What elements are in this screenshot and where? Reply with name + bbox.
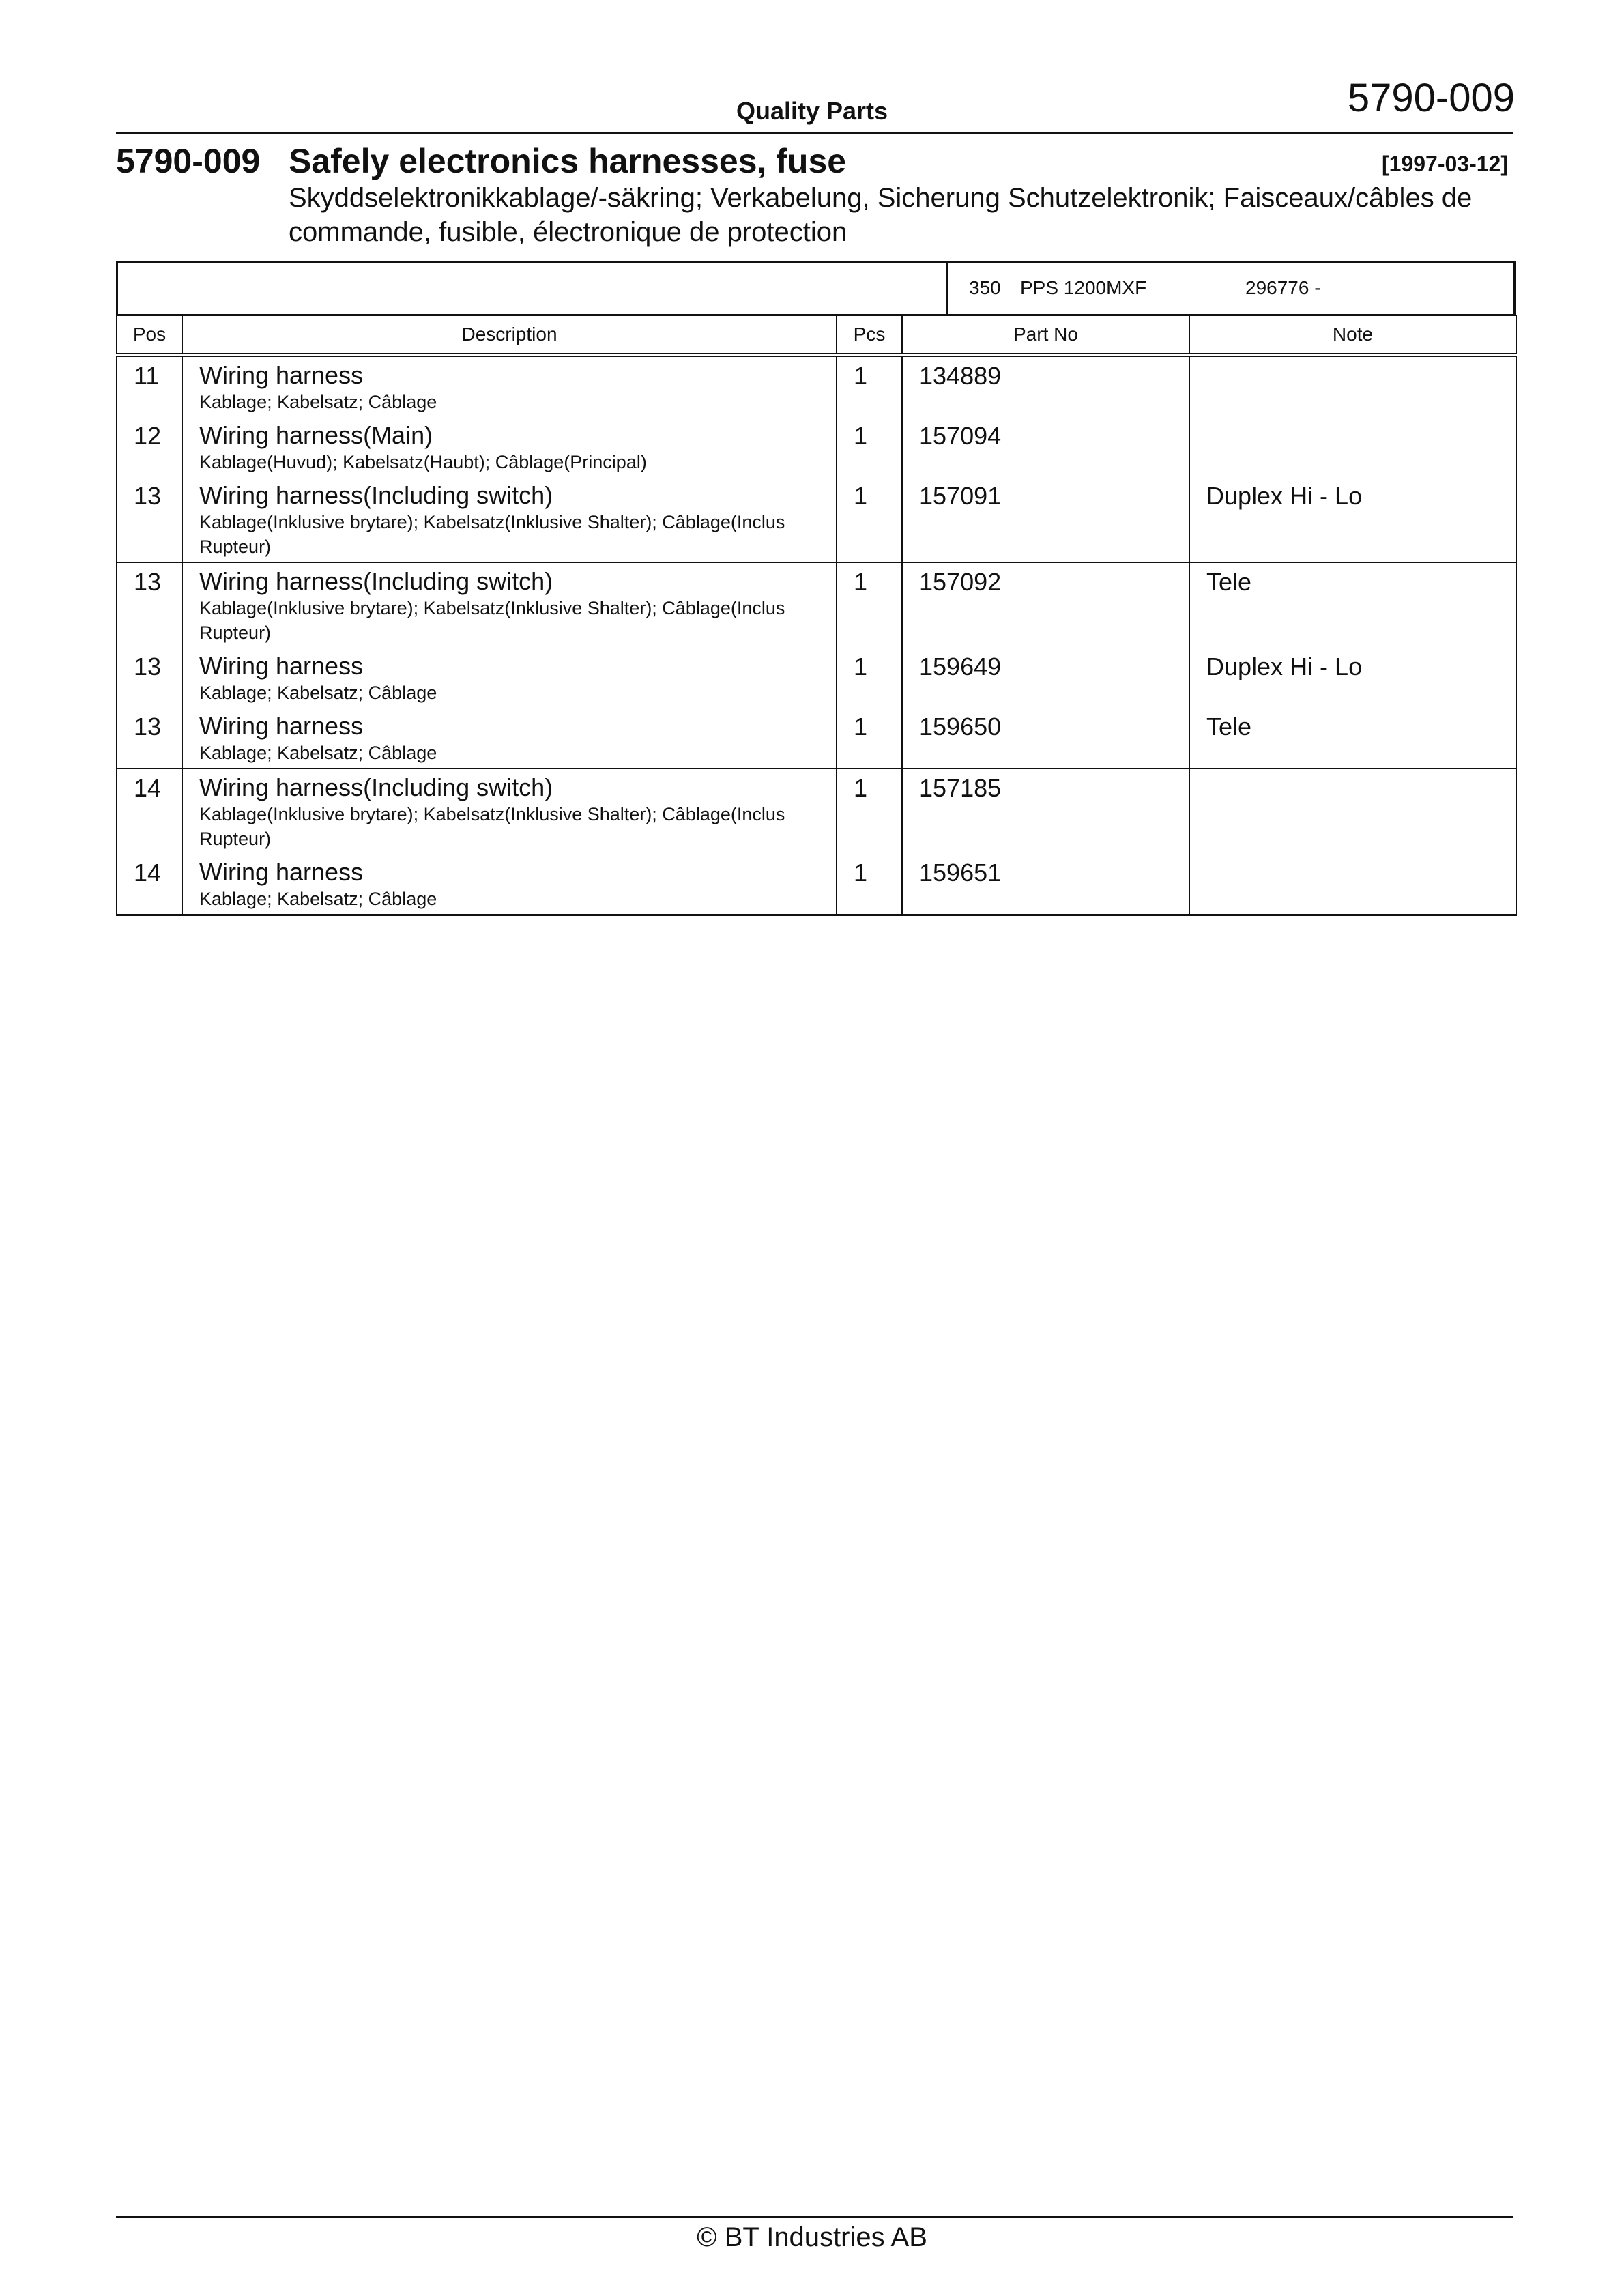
row-description <box>182 477 837 562</box>
document-number: 5790-009 <box>1347 76 1515 120</box>
row-part-no: 134889 <box>902 355 1189 417</box>
footer-divider <box>116 2216 1513 2218</box>
row-description <box>182 854 837 915</box>
row-note: Tele <box>1189 708 1516 769</box>
row-pos: 11 <box>117 355 182 417</box>
row-description-main: Wiring harness(Main) <box>199 421 433 449</box>
row-note: Duplex Hi - Lo <box>1189 648 1516 708</box>
table-row <box>117 355 1516 417</box>
row-pcs: 1 <box>837 355 902 417</box>
row-pcs: 1 <box>837 769 902 854</box>
section-number: 5790-009 <box>116 142 261 180</box>
table-row <box>117 417 1516 477</box>
table-row <box>117 854 1516 915</box>
row-part-no: 157094 <box>902 417 1189 477</box>
row-description-translation: Kablage; Kabelsatz; Câblage <box>199 889 437 909</box>
row-description <box>182 648 837 708</box>
row-note: Duplex Hi - Lo <box>1189 477 1516 562</box>
row-note: Tele <box>1189 562 1516 648</box>
column-header-pos: Pos <box>117 315 182 355</box>
model-box-divider <box>946 263 948 314</box>
section-date: [1997-03-12] <box>1382 152 1508 176</box>
section-subtitle: Skyddselektronikkablage/-säkring; Verkabelung, Sicherung Schutzelektronik; Faisceaux/câbles de commande, fusible, électronique de protection <box>289 183 1473 247</box>
row-note <box>1189 355 1516 417</box>
row-pcs: 1 <box>837 417 902 477</box>
section-title: Safely electronics harnesses, fuse <box>289 142 847 180</box>
serial-range: 296776 - <box>1245 277 1321 298</box>
row-description-translation: Kablage; Kabelsatz; Câblage <box>199 392 437 412</box>
row-note <box>1189 769 1516 854</box>
row-description <box>182 769 837 854</box>
row-description-main: Wiring harness(Including switch) <box>199 567 553 595</box>
column-header-pcs: Pcs <box>837 315 902 355</box>
row-part-no: 159651 <box>902 854 1189 915</box>
row-description <box>182 562 837 648</box>
table-row <box>117 769 1516 854</box>
table-row <box>117 562 1516 648</box>
row-pos: 13 <box>117 477 182 562</box>
row-description-main: Wiring harness <box>199 361 364 389</box>
row-description-translation: Kablage(Huvud); Kabelsatz(Haubt); Câblage(Principal) <box>199 452 647 472</box>
row-description-translation: Kablage; Kabelsatz; Câblage <box>199 683 437 703</box>
row-part-no: 157091 <box>902 477 1189 562</box>
row-pos: 13 <box>117 648 182 708</box>
model-name: PPS 1200MXF <box>1020 277 1147 298</box>
row-pcs: 1 <box>837 477 902 562</box>
row-description-translation: Kablage(Inklusive brytare); Kabelsatz(Inklusive Shalter); Câblage(Inclus Rupteur) <box>199 598 785 643</box>
row-pos: 13 <box>117 708 182 769</box>
row-pos: 12 <box>117 417 182 477</box>
row-description <box>182 417 837 477</box>
header-divider <box>116 132 1513 134</box>
row-description-main: Wiring harness <box>199 858 364 886</box>
table-row <box>117 708 1516 769</box>
row-description-main: Wiring harness <box>199 652 364 680</box>
column-header-note: Note <box>1189 315 1516 355</box>
row-description <box>182 355 837 417</box>
row-description-main: Wiring harness <box>199 712 364 740</box>
row-pcs: 1 <box>837 648 902 708</box>
table-row <box>117 477 1516 562</box>
row-pos: 13 <box>117 562 182 648</box>
copyright-text: © BT Industries AB <box>697 2222 927 2252</box>
model-code: 350 <box>969 277 1001 298</box>
row-description-translation: Kablage(Inklusive brytare); Kabelsatz(Inklusive Shalter); Câblage(Inclus Rupteur) <box>199 804 785 849</box>
row-part-no: 159649 <box>902 648 1189 708</box>
row-pcs: 1 <box>837 562 902 648</box>
row-note <box>1189 417 1516 477</box>
row-part-no: 157092 <box>902 562 1189 648</box>
row-pcs: 1 <box>837 854 902 915</box>
row-pos: 14 <box>117 854 182 915</box>
row-description <box>182 708 837 769</box>
row-pcs: 1 <box>837 708 902 769</box>
column-header-part-no: Part No <box>902 315 1189 355</box>
parts-table <box>116 315 1517 916</box>
row-description-translation: Kablage; Kabelsatz; Câblage <box>199 743 437 763</box>
column-header-description: Description <box>182 315 837 355</box>
table-row <box>117 648 1516 708</box>
row-part-no: 159650 <box>902 708 1189 769</box>
row-note <box>1189 854 1516 915</box>
row-pos: 14 <box>117 769 182 854</box>
brand-title: Quality Parts <box>736 97 888 125</box>
row-description-main: Wiring harness(Including switch) <box>199 481 553 509</box>
table-header-row <box>117 315 1516 355</box>
model-info-box <box>116 261 1516 316</box>
row-description-main: Wiring harness(Including switch) <box>199 773 553 801</box>
row-description-translation: Kablage(Inklusive brytare); Kabelsatz(Inklusive Shalter); Câblage(Inclus Rupteur) <box>199 512 785 557</box>
row-part-no: 157185 <box>902 769 1189 854</box>
